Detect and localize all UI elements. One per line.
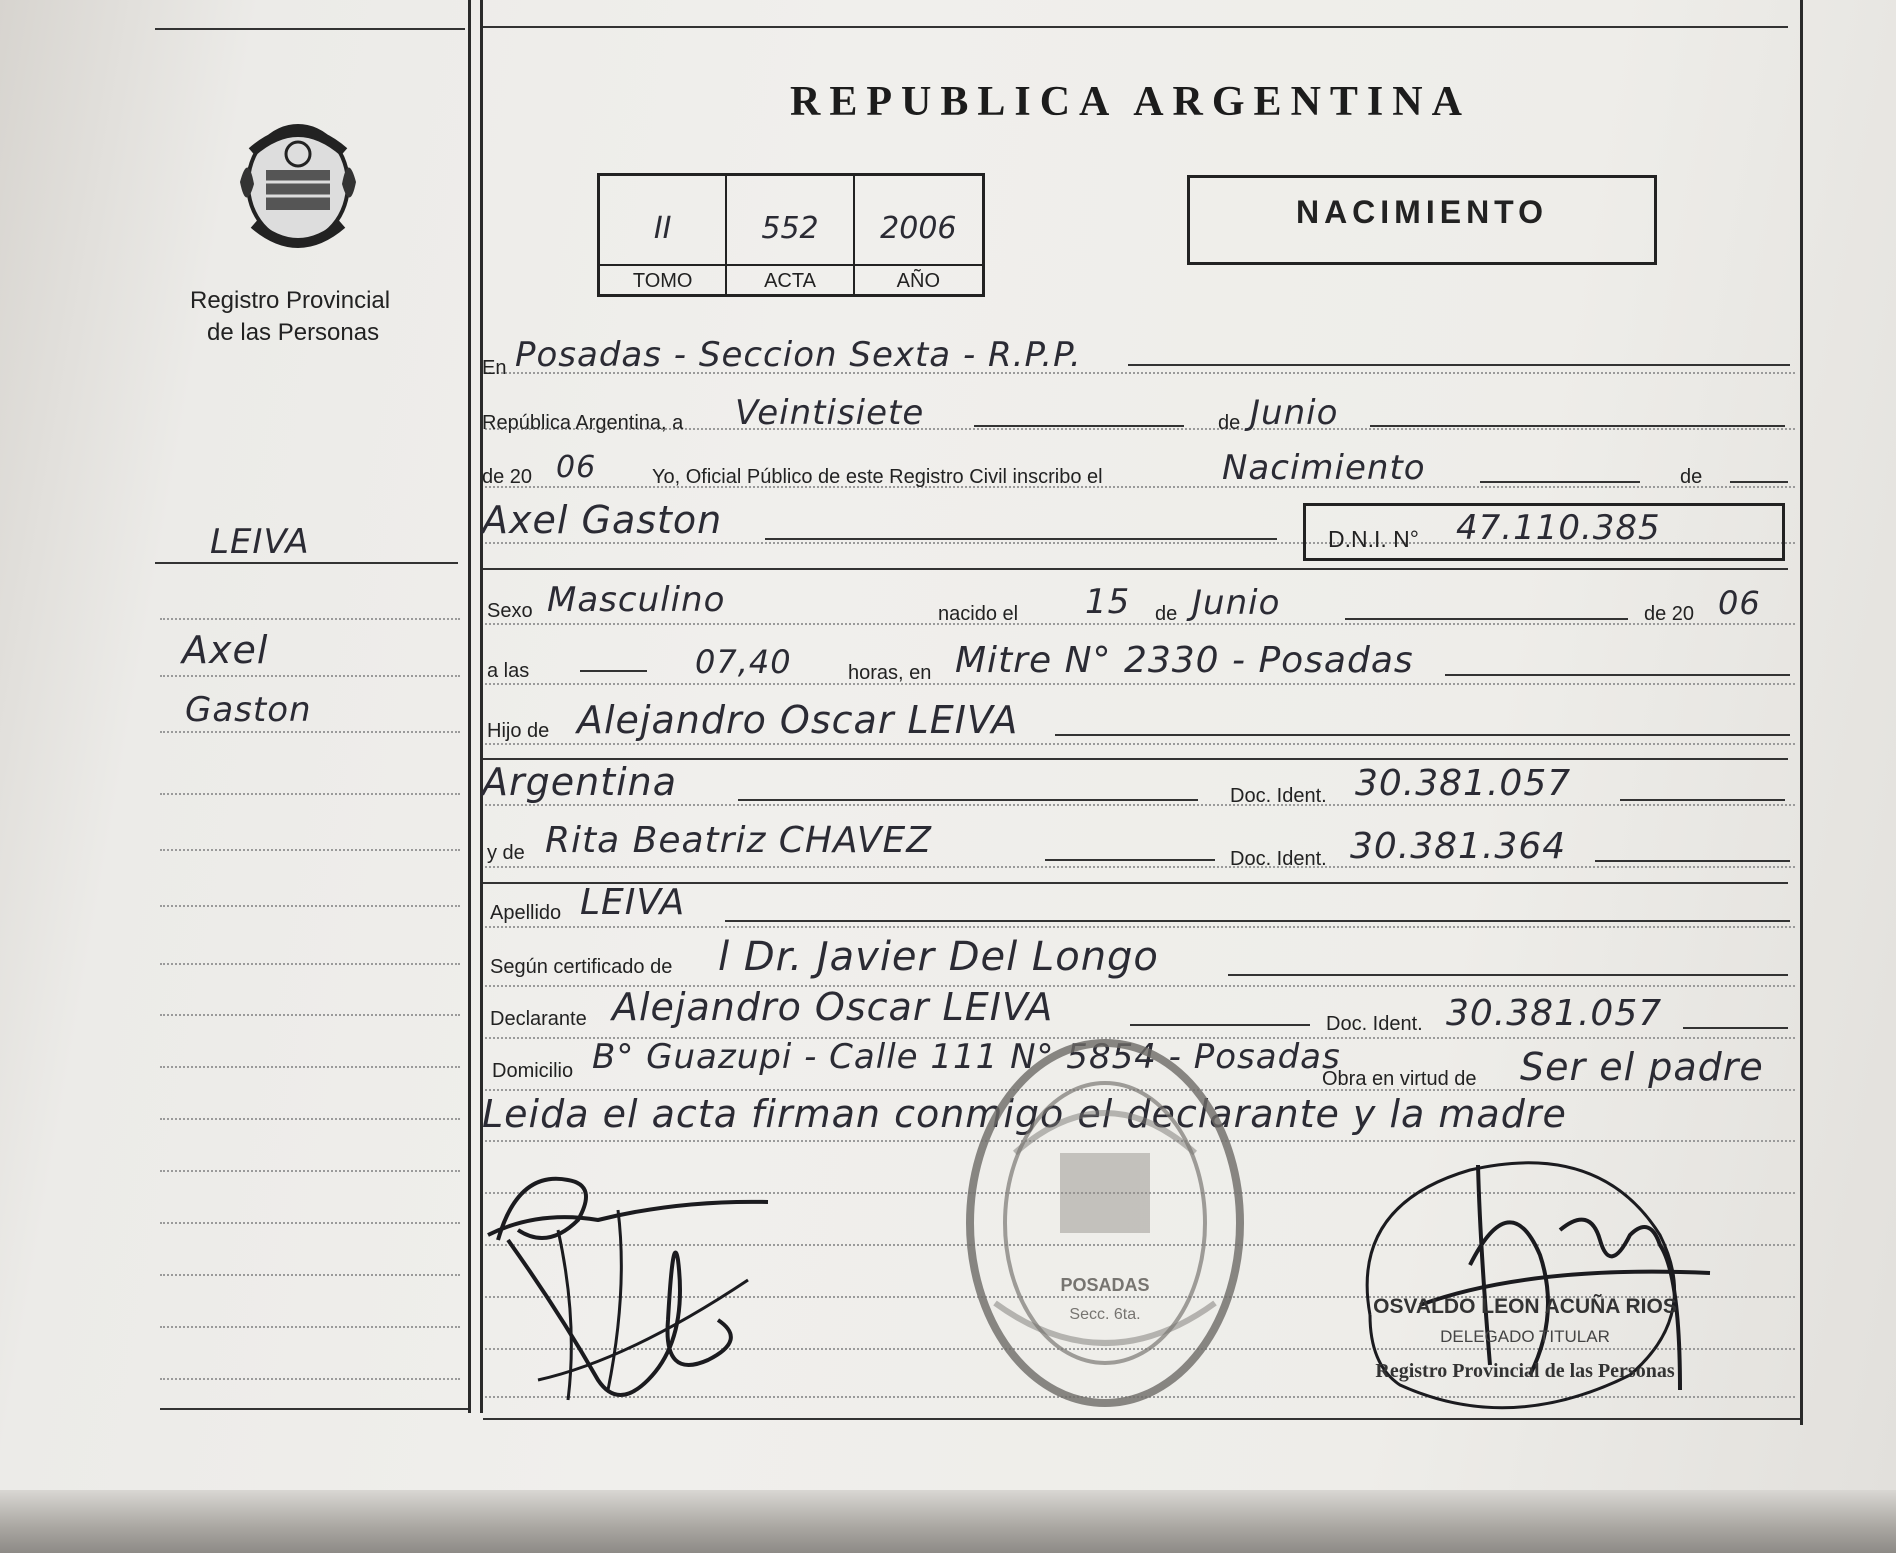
form-dotted-line bbox=[485, 804, 1795, 806]
birth-year-suffix-value: 06 bbox=[1718, 584, 1761, 622]
certifier-rule bbox=[1228, 974, 1788, 976]
margin-dotted-line bbox=[160, 1066, 460, 1068]
father-doc-value: 30.381.057 bbox=[1355, 763, 1572, 804]
margin-surname: LEIVA bbox=[210, 522, 310, 562]
day-words-value: Veintisiete bbox=[735, 393, 925, 433]
de-rule bbox=[1730, 481, 1788, 483]
official-signature-stamp bbox=[1330, 1145, 1750, 1415]
child-name-rule bbox=[765, 538, 1277, 540]
father-docident-label: Doc. Ident. bbox=[1230, 785, 1327, 807]
declarant-docident-label: Doc. Ident. bbox=[1326, 1013, 1423, 1035]
form-dotted-line bbox=[485, 926, 1795, 928]
official-name: OSVALDO LEON ACUÑA RIOS bbox=[1373, 1295, 1677, 1318]
province-coat-of-arms-logo bbox=[232, 112, 364, 260]
margin-dotted-line bbox=[160, 618, 460, 620]
birth-month-value: Junio bbox=[1192, 583, 1281, 623]
de-label-3: de bbox=[1155, 603, 1178, 625]
acta-value: 552 bbox=[727, 176, 854, 264]
day-rule bbox=[974, 425, 1184, 427]
mother-doc-value: 30.381.364 bbox=[1350, 826, 1567, 867]
declarante-label: Declarante bbox=[490, 1008, 587, 1030]
registry-name-line1: Registro Provincial bbox=[190, 287, 391, 314]
de-label-2: de bbox=[1680, 466, 1703, 488]
obra-label: Obra en virtud de bbox=[1322, 1068, 1477, 1090]
margin-given-name-2: Gaston bbox=[185, 690, 312, 730]
margin-dotted-line bbox=[160, 1274, 460, 1276]
republica-label: República Argentina, a bbox=[482, 412, 684, 434]
official-text: Yo, Oficial Público de este Registro Civil inscribo el bbox=[652, 466, 1103, 488]
margin-dotted-line bbox=[160, 793, 460, 795]
nacido-label: nacido el bbox=[938, 603, 1019, 625]
certificate-type-box: NACIMIENTO bbox=[1187, 175, 1657, 265]
top-rule-left bbox=[155, 28, 465, 30]
margin-row-rule bbox=[483, 568, 1788, 570]
margin-dotted-line bbox=[160, 1014, 460, 1016]
margin-surname-rule bbox=[155, 562, 458, 564]
top-rule-right bbox=[483, 26, 1788, 28]
segun-label: Según certificado de bbox=[490, 956, 673, 978]
alas-label: a las bbox=[487, 660, 530, 682]
event-rule bbox=[1480, 481, 1640, 483]
tomo-label: TOMO bbox=[600, 264, 727, 296]
de20-label: de 20 bbox=[482, 466, 533, 488]
capacity-value: Ser el padre bbox=[1520, 1045, 1764, 1089]
surname-value: LEIVA bbox=[580, 882, 686, 923]
registry-name-line2: de las Personas bbox=[207, 319, 380, 346]
mother-doc-rule bbox=[1595, 860, 1790, 862]
stamp-city: POSADAS bbox=[1060, 1275, 1150, 1295]
tomo-value: II bbox=[600, 176, 727, 264]
de20-label-2: de 20 bbox=[1644, 603, 1695, 625]
horas-label: horas, en bbox=[848, 662, 932, 684]
father-value: Alejandro Oscar LEIVA bbox=[577, 698, 1019, 742]
time-rule bbox=[580, 670, 647, 672]
page-edge-shadow bbox=[0, 1490, 1896, 1553]
margin-dotted-line bbox=[160, 675, 460, 677]
bottom-rule-left bbox=[160, 1408, 468, 1410]
stamp-note: Secc. 6ta. bbox=[1069, 1306, 1141, 1323]
official-org: Registro Provincial de las Personas bbox=[1375, 1360, 1675, 1382]
birth-month-rule bbox=[1345, 618, 1628, 620]
de-label: de bbox=[1218, 412, 1241, 434]
record-number-table bbox=[597, 173, 985, 297]
form-right-border bbox=[1800, 0, 1803, 1425]
child-name-value: Axel Gaston bbox=[482, 498, 723, 542]
closing-text: Leida el acta firman conmigo el declarante y la madre bbox=[482, 1092, 1567, 1136]
dni-value: 47.110.385 bbox=[1456, 508, 1661, 548]
birth-day-value: 15 bbox=[1085, 582, 1131, 622]
sexo-label: Sexo bbox=[487, 600, 533, 622]
margin-divider-left bbox=[468, 0, 471, 1413]
father-doc-rule bbox=[1620, 799, 1785, 801]
place-rule bbox=[1128, 364, 1790, 366]
domicilio-label: Domicilio bbox=[492, 1060, 574, 1082]
margin-dotted-line bbox=[160, 1222, 460, 1224]
address-value: B° Guazupi - Calle 111 N° 5854 - Posadas bbox=[592, 1037, 1341, 1077]
form-dotted-line bbox=[485, 683, 1795, 685]
acta-label: ACTA bbox=[727, 264, 854, 296]
year-suffix-value: 06 bbox=[556, 450, 597, 485]
registry-round-stamp bbox=[955, 1023, 1255, 1423]
country-title: REPUBLICA ARGENTINA bbox=[790, 79, 1471, 125]
month-rule bbox=[1370, 425, 1785, 427]
nationality-rule bbox=[738, 799, 1198, 801]
surname-rule bbox=[725, 920, 1790, 922]
official-title: DELEGADO TITULAR bbox=[1440, 1327, 1610, 1346]
margin-dotted-line bbox=[160, 1378, 460, 1380]
margin-dotted-line bbox=[160, 1326, 460, 1328]
dni-label: D.N.I. N° bbox=[1328, 526, 1419, 552]
declarant-value: Alejandro Oscar LEIVA bbox=[612, 985, 1054, 1029]
anio-label: AÑO bbox=[855, 264, 982, 296]
mother-docident-label: Doc. Ident. bbox=[1230, 848, 1327, 870]
form-dotted-line bbox=[485, 623, 1795, 625]
margin-dotted-line bbox=[160, 1118, 460, 1120]
hijo-label: Hijo de bbox=[487, 720, 550, 742]
mother-rule bbox=[1045, 859, 1215, 861]
margin-dotted-line bbox=[160, 849, 460, 851]
sex-value: Masculino bbox=[547, 580, 726, 620]
declarant-doc-value: 30.381.057 bbox=[1446, 993, 1663, 1034]
margin-dotted-line bbox=[160, 905, 460, 907]
month-value: Junio bbox=[1250, 393, 1339, 433]
certifier-value: l Dr. Javier Del Longo bbox=[718, 934, 1159, 980]
birth-time-value: 07,40 bbox=[695, 643, 792, 681]
father-nationality-value: Argentina bbox=[482, 760, 678, 804]
declarant-signature bbox=[478, 1160, 788, 1420]
mother-value: Rita Beatriz CHAVEZ bbox=[545, 820, 932, 861]
event-value: Nacimiento bbox=[1222, 448, 1426, 488]
en-label: En bbox=[482, 357, 507, 379]
anio-value: 2006 bbox=[880, 211, 957, 246]
father-rule-2 bbox=[483, 758, 1788, 760]
apellido-label: Apellido bbox=[490, 902, 562, 924]
margin-dotted-line bbox=[160, 731, 460, 733]
birth-place-value: Mitre N° 2330 - Posadas bbox=[955, 640, 1414, 681]
form-dotted-line bbox=[485, 866, 1795, 868]
declarant-doc-rule bbox=[1683, 1027, 1788, 1029]
margin-dotted-line bbox=[160, 1170, 460, 1172]
form-dotted-line bbox=[485, 743, 1795, 745]
margin-dotted-line bbox=[160, 963, 460, 965]
yde-label: y de bbox=[487, 842, 525, 864]
margin-given-name-1: Axel bbox=[182, 628, 269, 672]
birth-place-rule bbox=[1445, 674, 1790, 676]
father-rule bbox=[1055, 734, 1790, 736]
place-value: Posadas - Seccion Sexta - R.P.P. bbox=[515, 335, 1082, 375]
